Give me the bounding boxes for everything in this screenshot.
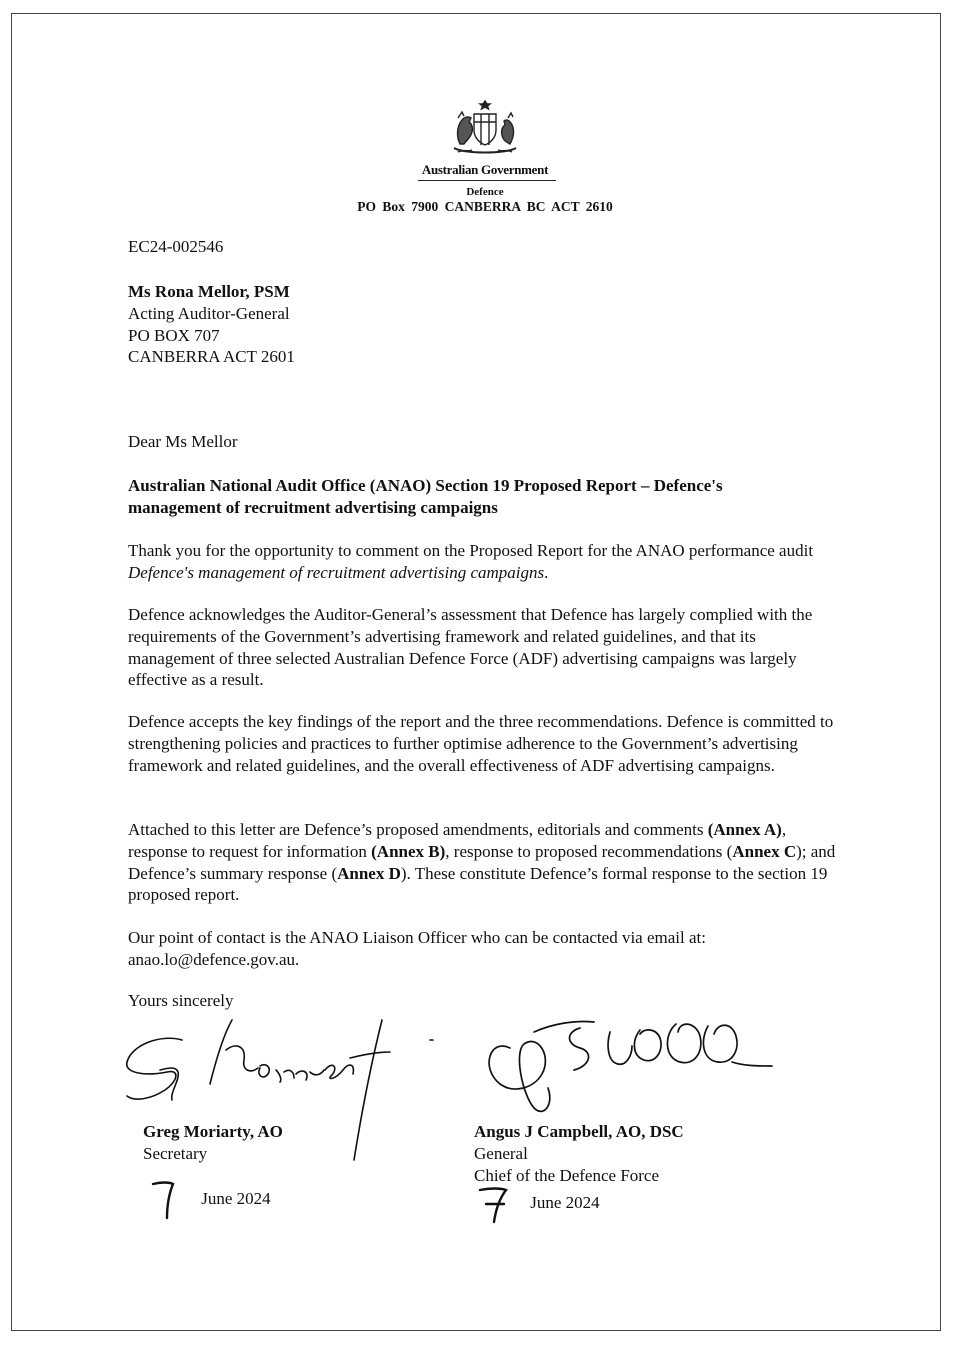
- paragraph-1-text: Thank you for the opportunity to comment on the Proposed Report for the ANAO performance audit: [128, 541, 814, 560]
- recipient-title: Acting Auditor-General: [128, 303, 290, 323]
- p4-text-4: ); and Defence’s summary response (: [128, 841, 836, 883]
- department-name: Defence: [466, 186, 504, 198]
- letter-subject: Australian National Audit Office (ANAO) Section 19 Proposed Report – Defence's management of recruitment advertising campaigns: [128, 476, 723, 517]
- signature-date-text: June 2024: [201, 1189, 271, 1208]
- p4-text-2: , response to request for information: [128, 820, 787, 861]
- paragraph-5: Our point of contact is the ANAO Liaison Officer who can be contacted via email at: anao.lo@defence.gov.au.: [128, 928, 706, 969]
- coat-of-arms-icon: [446, 98, 524, 160]
- paragraph-1-end: .: [544, 562, 549, 582]
- sender-address: PO Box 7900 CANBERRA BC ACT 2610: [357, 199, 613, 214]
- signatory-name: Angus J Campbell, AO, DSC: [474, 1122, 684, 1141]
- p4-text-5: ). These constitute Defence’s formal response to the section 19 proposed report.: [128, 863, 828, 905]
- handwritten-day-seven: [145, 1178, 197, 1220]
- closing: Yours sincerely: [128, 991, 234, 1010]
- signatory-title: General: [474, 1143, 528, 1163]
- signature-date-text: June 2024: [530, 1193, 600, 1212]
- annex-d-ref: Annex D: [337, 863, 401, 883]
- signature-campbell: [470, 1008, 780, 1126]
- paragraph-4: [128, 819, 843, 906]
- p4-text-3: , response to proposed recommendations (: [445, 841, 733, 861]
- letterhead-rule: [418, 180, 556, 181]
- recipient-block: [128, 281, 295, 368]
- signatory-title: Secretary: [143, 1143, 208, 1163]
- annex-b-ref: (Annex B): [371, 841, 446, 861]
- paragraph-1: [128, 540, 843, 584]
- recipient-name: Ms Rona Mellor, PSM: [128, 282, 290, 301]
- annex-a-ref: (Annex A): [707, 820, 782, 839]
- signature-date-moriarty: [145, 1178, 271, 1220]
- salutation: Dear Ms Mellor: [128, 432, 238, 451]
- paragraph-3: Defence accepts the key findings of the report and the three recommendations. Defence is committed to strengthening policies and practices to further optimise adherence to the Government’s advertising framework and related guidelines, and the overall effectiveness of ADF advertising campaigns.: [128, 712, 834, 775]
- signatory-campbell: [474, 1121, 684, 1186]
- signature-date-campbell: [474, 1182, 600, 1224]
- signatory-name: Greg Moriarty, AO: [143, 1122, 283, 1141]
- p4-text-1: Attached to this letter are Defence’s proposed amendments, editorials and comments: [128, 820, 708, 839]
- recipient-po-box: PO BOX 707: [128, 325, 220, 345]
- handwritten-day-seven: [474, 1182, 526, 1224]
- annex-c-ref: Annex C: [732, 841, 797, 861]
- signatory-subtitle: Chief of the Defence Force: [474, 1165, 660, 1185]
- reference-number: EC24-002546: [128, 237, 224, 256]
- recipient-city: CANBERRA ACT 2601: [128, 347, 295, 367]
- government-name: Australian Government: [421, 162, 549, 177]
- signatory-moriarty: [143, 1121, 283, 1165]
- audit-title: Defence's management of recruitment advertising campaigns: [128, 562, 545, 582]
- paragraph-2: Defence acknowledges the Auditor-General’s assessment that Defence has largely complied with the requirements of the Government’s advertising framework and related guidelines, and that its management of three selected Australian Defence Force (ADF) advertising campaigns was largely effective as a result.: [128, 605, 813, 690]
